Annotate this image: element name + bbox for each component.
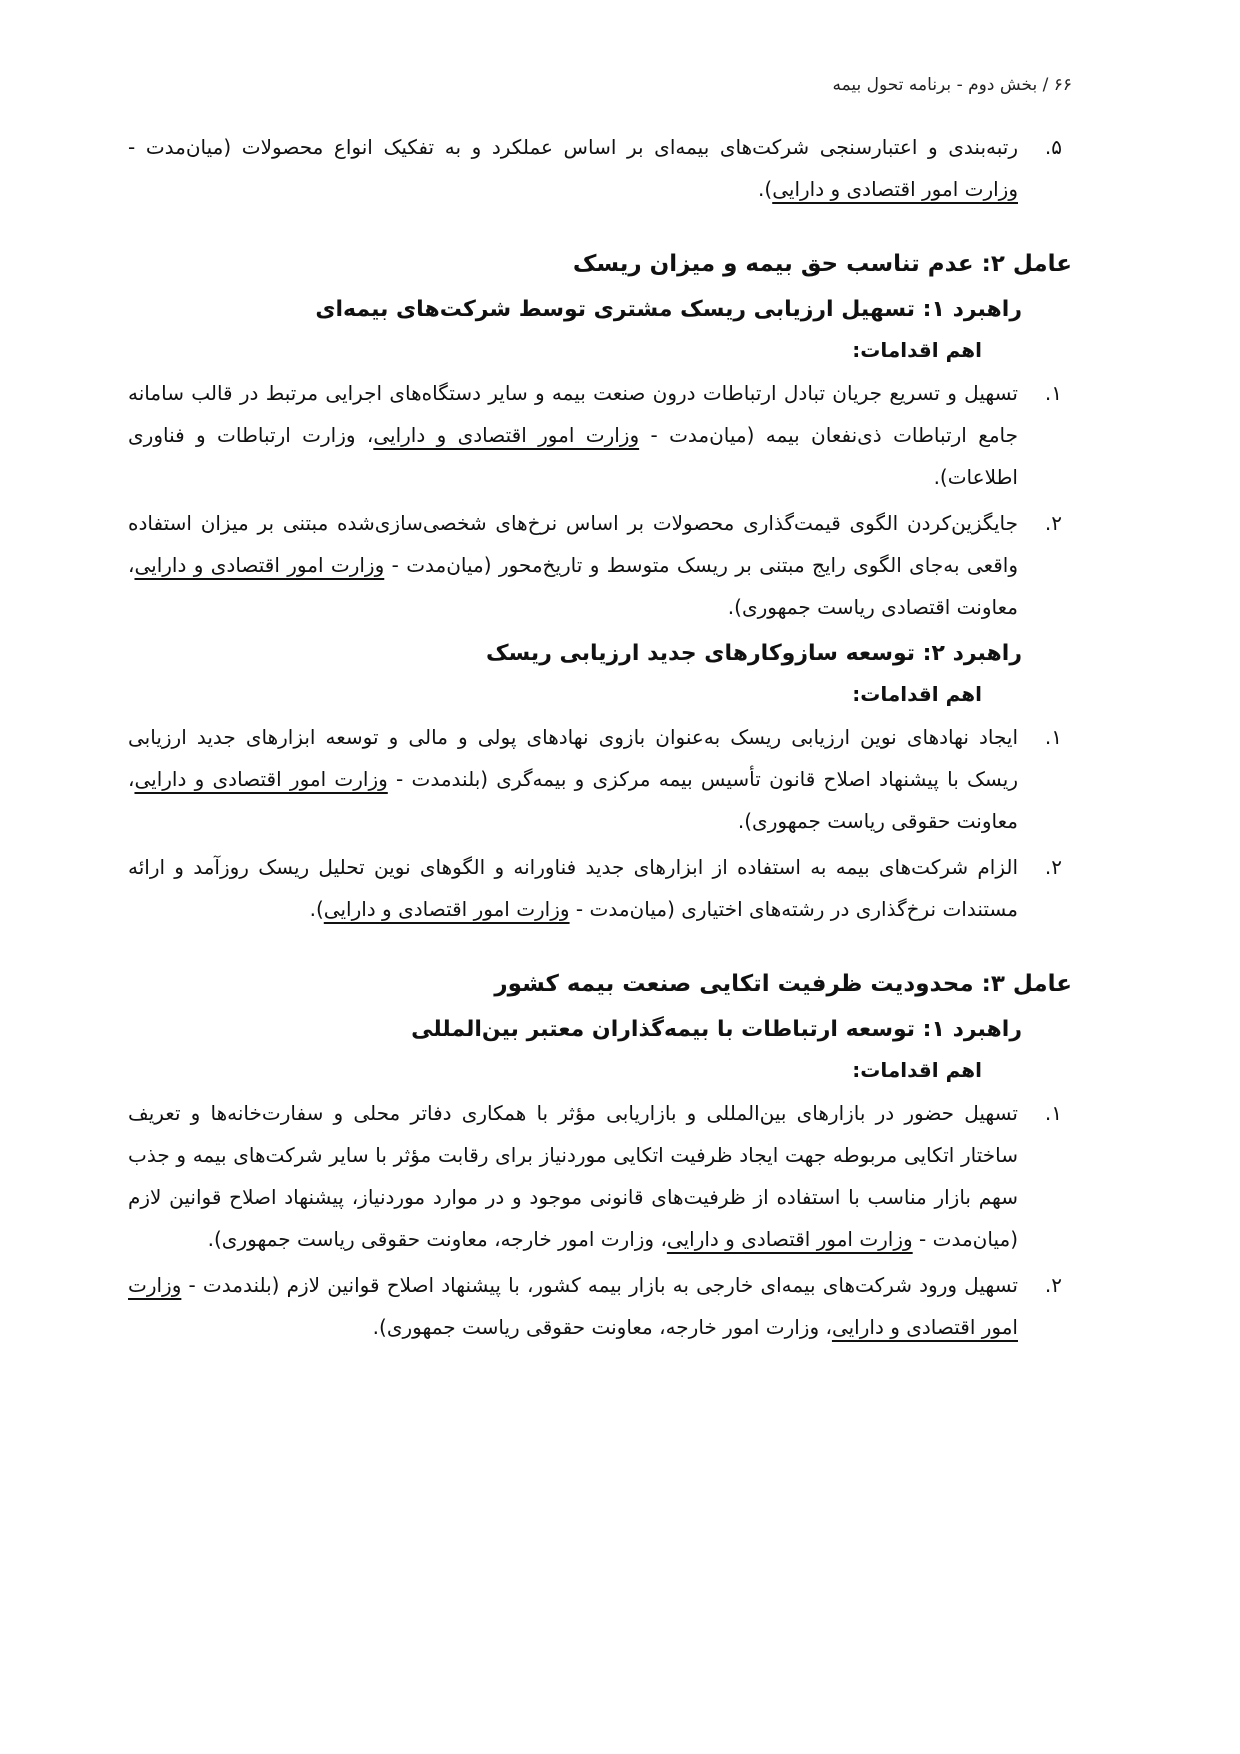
factor-2-strategy-1-heading: راهبرد ۱: تسهیل ارزیابی ریسک مشتری توسط شرکت‌های بیمه‌ای: [315, 297, 1022, 322]
item-text: رتبه‌بندی و اعتبارسنجی شرکت‌های بیمه‌ای بر اساس عملکرد و به تفکیک انواع محصولات (میان‌مدت -: [128, 135, 1018, 159]
responsible-org: وزارت امور اقتصادی و دارایی: [134, 767, 388, 791]
actions-label: اهم اقدامات:: [852, 1058, 982, 1082]
responsible-org: وزارت امور اقتصادی و دارایی: [134, 553, 385, 577]
item-text: الزام شرکت‌های بیمه به استفاده از ابزارهای جدید فناورانه و الگوهای نوین تحلیل ریسک روزآمد و ارائه مستندات نرخ‌گذاری در رشته‌های اختیاری (میان‌مدت -: [128, 855, 1018, 921]
list-item: [128, 1264, 1062, 1348]
item-number: ۲.: [1044, 1273, 1062, 1297]
item-number: ۱.: [1044, 725, 1062, 749]
item-number: ۲.: [1044, 511, 1062, 535]
item-text-tail: ، وزارت ارتباطات و فناوری اطلاعات).: [128, 423, 1018, 489]
item-text: جایگزین‌کردن الگوی قیمت‌گذاری محصولات بر اساس نرخ‌های شخصی‌سازی‌شده مبتنی بر میزان استفاده واقعی به‌جای الگوی رایج مبتنی بر ریسک متوسط و تاریخ‌محور (میان‌مدت -: [128, 511, 1018, 577]
responsible-org: وزارت امور اقتصادی و دارایی: [323, 897, 570, 921]
running-header: ۶۶ / بخش دوم - برنامه تحول بیمه: [832, 75, 1072, 95]
list-item: [128, 372, 1062, 498]
responsible-org: وزارت امور اقتصادی و دارایی: [128, 1273, 1018, 1339]
item-number: ۱.: [1044, 1101, 1062, 1125]
item-text-tail: ، معاونت حقوقی ریاست جمهوری).: [128, 767, 1018, 833]
list-item: [128, 716, 1062, 842]
factor-2-heading: عامل ۲: عدم تناسب حق بیمه و میزان ریسک: [572, 251, 1072, 277]
list-item: [128, 502, 1062, 628]
item-text-tail: ).: [758, 177, 773, 201]
list-item-5: [128, 126, 1062, 210]
actions-label: اهم اقدامات:: [852, 682, 982, 706]
item-number: ۱.: [1044, 381, 1062, 405]
actions-label: اهم اقدامات:: [852, 338, 982, 362]
item-number: ۵.: [1044, 135, 1062, 159]
list-item: [128, 846, 1062, 930]
factor-3-heading: عامل ۳: محدودیت ظرفیت اتکایی صنعت بیمه کشور: [494, 971, 1072, 997]
list-item: [128, 1092, 1062, 1260]
item-number: ۲.: [1044, 855, 1062, 879]
item-text: تسهیل حضور در بازارهای بین‌المللی و بازاریابی مؤثر با همکاری دفاتر محلی و سفارت‌خانه‌ها و تعریف ساختار اتکایی مربوطه جهت ایجاد ظرفیت اتکایی موردنیاز برای رقابت مؤثر با سایر شرکت‌های بیمه و جذب سهم بازار مناسب با استفاده از ظرفیت‌های قانونی موجود و در موارد موردنیاز، پیشنهاد اصلاح قوانین لازم (میان‌مدت -: [128, 1101, 1018, 1251]
item-text-tail: ).: [309, 897, 324, 921]
responsible-org: وزارت امور اقتصادی و دارایی: [772, 177, 1018, 201]
responsible-org: وزارت امور اقتصادی و دارایی: [666, 1227, 913, 1251]
item-text-tail: ، معاونت اقتصادی ریاست جمهوری).: [128, 553, 1018, 619]
item-text-tail: ، وزارت امور خارجه، معاونت حقوقی ریاست جمهوری).: [207, 1227, 667, 1251]
item-text: ایجاد نهادهای نوین ارزیابی ریسک به‌عنوان بازوی نهادهای پولی و مالی و توسعه ابزارهای جدید ارزیابی ریسک با پیشنهاد اصلاح قانون تأسیس بیمه مرکزی و بیمه‌گری (بلندمدت -: [128, 725, 1018, 791]
factor-2-strategy-2-heading: راهبرد ۲: توسعه سازوکارهای جدید ارزیابی ریسک: [486, 641, 1022, 666]
factor-3-strategy-1-heading: راهبرد ۱: توسعه ارتباطات با بیمه‌گذاران معتبر بین‌المللی: [411, 1017, 1022, 1042]
item-text: تسهیل و تسریع جریان تبادل ارتباطات درون صنعت بیمه و سایر دستگاه‌های اجرایی مرتبط در قالب سامانه جامع ارتباطات ذی‌نفعان بیمه (میان‌مدت -: [128, 381, 1019, 447]
item-text-tail: ، وزارت امور خارجه، معاونت حقوقی ریاست جمهوری).: [372, 1315, 832, 1339]
responsible-org: وزارت امور اقتصادی و دارایی: [373, 423, 640, 447]
item-text: تسهیل ورود شرکت‌های بیمه‌ای خارجی به بازار بیمه کشور، با پیشنهاد اصلاح قوانین لازم (بلندمدت -: [181, 1273, 1018, 1297]
